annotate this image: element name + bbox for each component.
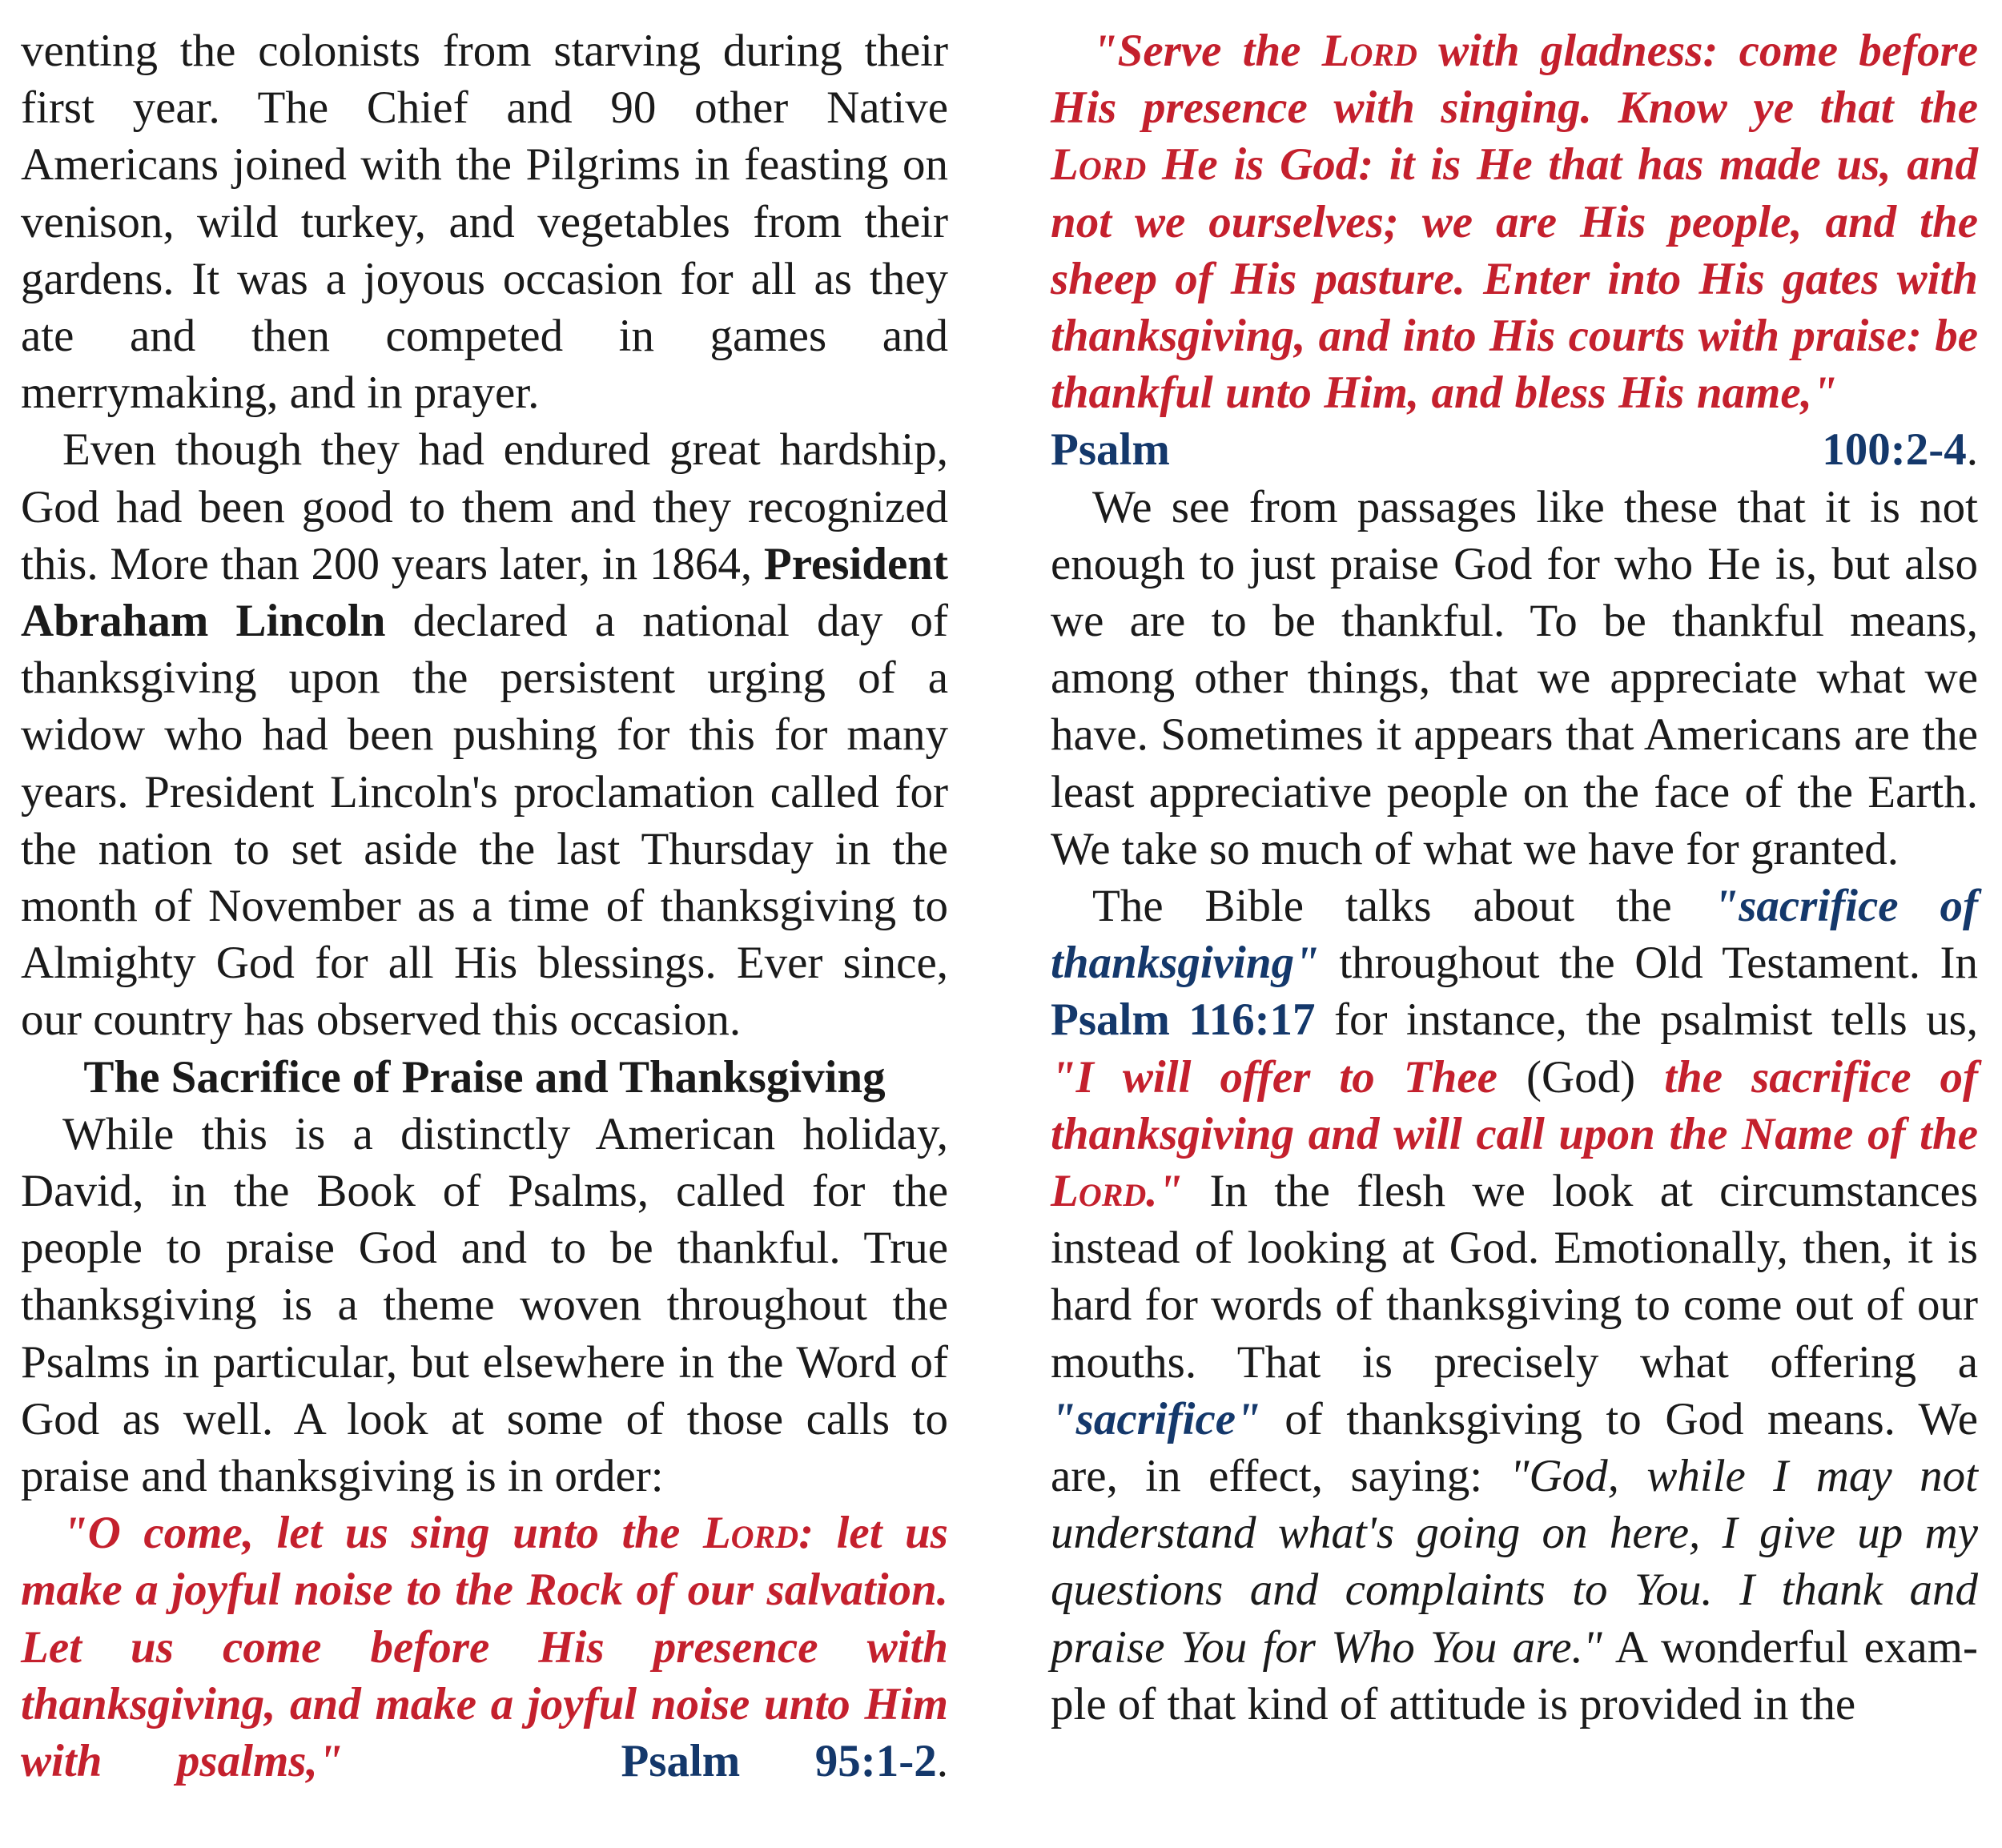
parenthetical-god: (God) xyxy=(1526,1051,1636,1103)
right-column xyxy=(1051,22,1978,1733)
phrase-sacrifice: "sacrifice" xyxy=(1051,1393,1261,1444)
scripture-reference-psalm-116: Psalm 116:17 xyxy=(1051,994,1316,1046)
reference-period: . xyxy=(1966,424,1978,476)
reference-period: . xyxy=(936,1736,949,1787)
sacrifice-text-b: throughout the Old Testament. In xyxy=(1339,938,1979,989)
quote-psalm-116-lord: Lord xyxy=(1051,1166,1147,1217)
quote-psalm-100-lord-2: Lord xyxy=(1051,139,1147,191)
quote-psalm-116-a: "I will offer to Thee xyxy=(1051,1051,1497,1103)
sacrifice-text-e: of thanksgiving to God means. We are, in effect, saying: xyxy=(1051,1393,1979,1502)
lincoln-text-a: Even though they had endured great hardship, God had been good to them and they recognized this. More than 200 years later, in 1864, xyxy=(21,424,948,589)
paragraph-psalms-intro: While this is a distinctly American holiday, David, in the Book of Psalms, called for the people to praise God and to be thankful. True thanksgiving is a theme woven throughout the Psalms in particular, but elsewhere in the Word of God as well. A look at some of those calls to praise and thanksgiving is in order: xyxy=(21,1108,948,1502)
scripture-quote-psalm-95 xyxy=(21,1505,948,1790)
prayer-quote: "God, while I may not understand what's going on here, I give up my questions and complaints to You. I thank and praise You for Who You are." xyxy=(1051,1451,1978,1673)
quote-psalm-116-close: ." xyxy=(1146,1166,1184,1217)
lincoln-text-b: declared a national day of thanksgiving upon the persistent urging of a widow who had been pushing for this for many years. President Lincoln's proclamation called for the nation to set aside the last Thursday in the month of November as a time of thanksgiving to Almighty God for all His blessings. Ever since, our country has observed this occasion. xyxy=(21,596,949,1046)
section-heading: The Sacrifice of Praise and Thanksgiving xyxy=(83,1051,886,1103)
sacrifice-text-c: for instance, the psalmist tells us, xyxy=(1333,994,1979,1046)
sacrifice-text-d: In the flesh we look at circumstances instead of looking at God. Emotionally, then, it is hard for words of thanksgiving to come out of our mouths. That is precisely what offering a xyxy=(1051,1166,1979,1388)
quote-psalm-100-text-c: He is God: it is He that has made us, and not we ourselves; we are His people, and the sheep of His pasture. Enter into His gates with thanksgiving, and into His courts with praise: be thankful unto Him, and bless His name," xyxy=(1051,139,1978,419)
quote-psalm-100-text-a: "Serve the xyxy=(1092,26,1322,76)
phrase-sacrifice-of-thanksgiving: "sacrifice of thanksgiving" xyxy=(1051,881,1978,989)
quote-psalm-95-text-b: : let us make a joyful noise to the Rock of our salvation. Let us come before His presence with thanksgiving, and make a joyful noise unto Him with psalms," xyxy=(21,1508,948,1787)
paragraph-pilgrims-feast: venting the colonists from starving during their first year. The Chief and 90 other Native Americans joined with the Pilgrims in feasting on venison, wild turkey, and vegetables from their gardens. It was a joyous occasion for all as they ate and then competed in games and merrymaking, and in prayer. xyxy=(21,26,948,419)
lincoln-name: President Abraham Lincoln xyxy=(21,538,948,647)
quote-psalm-100-lord-1: Lord xyxy=(1321,26,1417,76)
paragraph-thankful: We see from passages like these that it is not enough to just praise God for who He is, but also we are to be thankful. To be thankful means, among other things, that we appreciate what we have. Sometimes it appears that Americans are the least appreciative people on the face of the Earth. We take so much of what we have for granted. xyxy=(1051,481,1978,874)
sacrifice-text-f: A wonderful example of that kind of attitude is provided in the xyxy=(1051,1621,1978,1729)
paragraph-lincoln xyxy=(21,421,948,1048)
quote-psalm-100 xyxy=(1051,26,1978,418)
quote-psalm-95-lord: Lord xyxy=(702,1508,799,1559)
quote-psalm-116-b-text: the sacrifice of thanksgiving and will call upon the Name of the xyxy=(1051,1051,1979,1159)
left-column xyxy=(21,22,948,1790)
sacrifice-text-a: The Bible talks about the xyxy=(1092,881,1672,932)
quote-psalm-100-text-b: with gladness: come before His presence with singing. Know ye that the xyxy=(1051,26,1978,134)
scripture-quote-psalm-100 xyxy=(1051,22,1978,479)
paragraph-sacrifice xyxy=(1051,878,1978,1733)
quote-psalm-95-text-a: "O come, let us sing unto the xyxy=(62,1508,703,1559)
scripture-reference-psalm-95: Psalm 95:1-2 xyxy=(621,1736,937,1787)
scripture-reference-psalm-100: Psalm 100:2-4 xyxy=(1051,424,1967,476)
